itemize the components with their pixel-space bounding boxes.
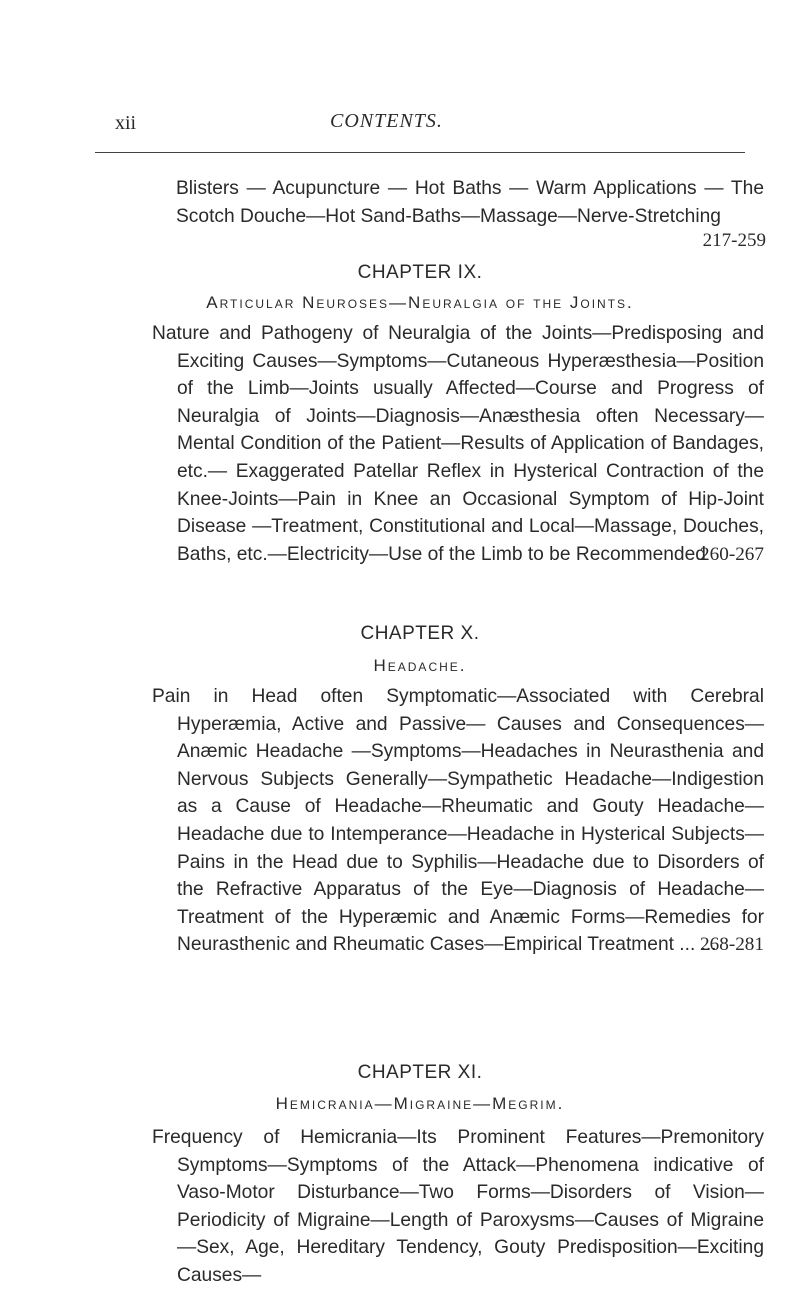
chapter-11-title: CHAPTER XI. [357,1062,483,1083]
intro-entry [176,175,764,230]
chapter-9-entry-text: Nature and Pathogeny of Neuralgia of the Joints—Predisposing and Exciting Causes—Symptoms—Cutaneous Hyperæsthesia—Position of the Limb—Joints usually Affected—Course and Progress of Neuralgia of Joints—Diagnosis—Anæsthesia often Necessary—Mental Condition of the Patient—Results of Application of Bandages, etc.— Exaggerated Patellar Reflex in Hysterical Contraction of the Knee-Joints—Pain in Knee an Occasional Symptom of Hip-Joint Disease —Treatment, Constitutional and Local—Massage, Douches, Baths, etc.—Electricity—Use of the Limb to be Recommended [152,323,764,565]
intro-page-range: 217-259 [702,230,766,251]
chapter-10-entry-text: Pain in Head often Symptomatic—Associated with Cerebral Hyperæmia, Active and Passive— Causes and Consequences—Anæmic Headache —Symptoms—Headaches in Neurasthenia and Nervous Subjects Generally—Sympathetic Headache—Indigestion as a Cause of Headache—Rheumatic and Gouty Headache—Headache due to Intemperance—Headache in Hysterical Subjects—Pains in the Head due to Syphilis—Headache due to Disorders of the Refractive Apparatus of the Eye—Diagnosis of Headache—Treatment of the Hyperæmic and Anæmic Forms—Remedies for Neurasthenic and Rheumatic Cases—Empirical Treatment ... ... [152,686,764,956]
chapter-9-entry [152,320,764,568]
chapter-10-entry [152,683,764,959]
chapter-9-page-range: 260-267 [700,543,764,565]
chapter-11-subtitle: Hemicrania—Migraine—Megrim. [275,1094,565,1113]
chapter-10-title: CHAPTER X. [360,623,480,644]
chapter-10-page-range: 268-281 [700,934,764,956]
chapter-11-entry [152,1124,764,1290]
chapter-11-entry-text: Frequency of Hemicrania—Its Prominent Features—Premonitory Symptoms—Symptoms of the Attack—Phenomena indicative of Vaso-Motor Disturbance—Two Forms—Disorders of Vision—Periodicity of Migraine—Length of Paroxysms—Causes of Migraine—Sex, Age, Hereditary Tendency, Gouty Predisposition—Exciting Causes— [152,1127,764,1286]
chapter-9-title: CHAPTER IX. [357,262,483,283]
header-rule [95,152,745,153]
intro-entry-text: Blisters — Acupuncture — Hot Baths — Warm Applications — The Scotch Douche—Hot Sand-Baths—Massage—Nerve-Stretching [176,178,764,227]
page-number: xii [115,112,137,134]
running-title: CONTENTS. [330,110,443,132]
chapter-9-subtitle: Articular Neuroses—Neuralgia of the Joints. [206,293,634,312]
chapter-10-subtitle: Headache. [373,656,467,675]
